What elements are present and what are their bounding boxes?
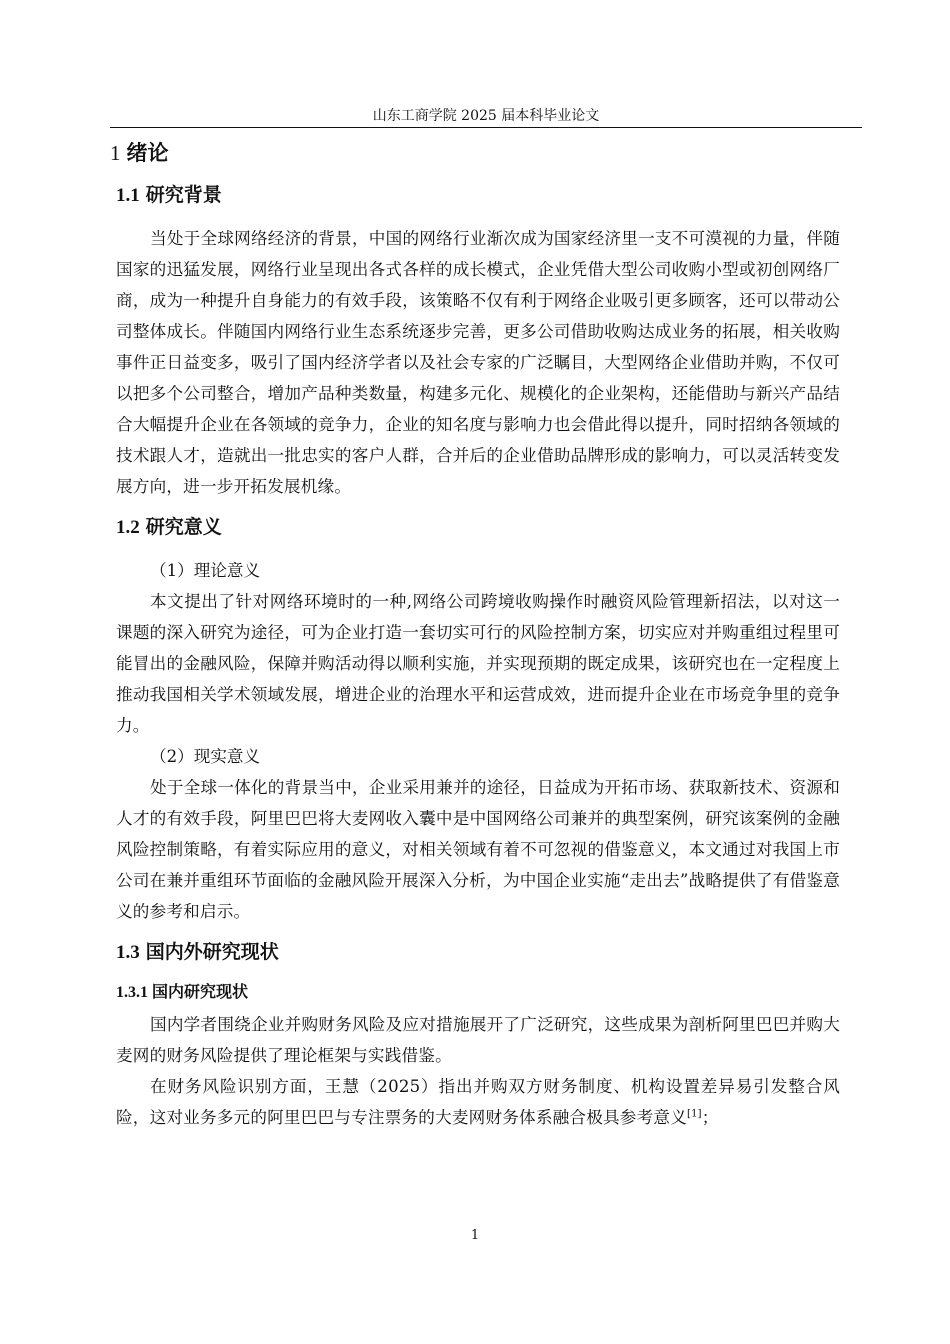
section-heading-significance (116, 514, 840, 541)
practical-significance-paragraph: 处于全球一体化的背景当中，企业采用兼并的途径，日益成为开拓市场、获取新技术、资源和人才的有效手段，阿里巴巴将大麦网收入囊中是中国网络公司兼并的典型案例，研究该案例的金融风险控制策略，有着实际应用的意义，对相关领域有着不可忽视的借鉴意义，本文通过对我国上市公司在兼并重组环节面临的金融风险开展深入分析，为中国企业实施“走出去”战略提供了有借鉴意义的参考和启示。 (116, 778, 840, 921)
section-heading-research-status (116, 939, 840, 966)
subsection-heading-domestic (116, 980, 840, 1005)
practical-significance-label: （2）现实意义 (150, 747, 261, 766)
subsection-number: 1.3.1 (116, 984, 148, 1001)
header-rule (110, 127, 862, 128)
domestic-paragraph-2 (110, 1071, 840, 1133)
section-title: 研究背景 (145, 184, 222, 206)
section-number: 1.3 (116, 942, 140, 963)
section-heading-background (116, 182, 840, 209)
section-title: 研究意义 (145, 516, 222, 538)
theory-significance-paragraph: 本文提出了针对网络环境时的一种,网络公司跨境收购操作时融资风险管理新招法，以对这一课题的深入研究为途径，可为企业打造一套切实可行的风险控制方案，切实应对并购重组过程里可能冒出的金融风险，保障并购活动得以顺利实施，并实现预期的既定成果，该研究也在一定程度上推动我国相关学术领域发展，增进企业的治理水平和运营成效，进而提升企业在市场竞争里的竞争力。 (116, 592, 840, 735)
background-paragraph: 当处于全球网络经济的背景，中国的网络行业渐次成为国家经济里一支不可漠视的力量，伴随国家的迅猛发展，网络行业呈现出各式各样的成长模式，企业凭借大型公司收购小型或初创网络厂商，成为一种提升自身能力的有效手段，该策略不仅有利于网络企业吸引更多顾客，还可以带动公司整体成长。伴随国内网络行业生态系统逐步完善，更多公司借助收购达成业务的拓展，相关收购事件正日益变多，吸引了国内经济学者以及社会专家的广泛瞩目，大型网络企业借助并购，不仅可以把多个公司整合，增加产品种类数量，构建多元化、规模化的企业架构，还能借助与新兴产品结合大幅提升企业在各领域的竞争力，企业的知名度与影响力也会借此得以提升，同时招纳各领域的技术跟人才，造就出一批忠实的客户人群，合并后的企业借助品牌形成的影响力，可以灵活转变发展方向，进一步开拓发展机缘。 (116, 229, 840, 496)
chapter-heading (110, 136, 840, 170)
running-header: 山东工商学院 2025 届本科毕业论文 (372, 108, 600, 124)
page-body (110, 136, 840, 1133)
chapter-number: 1 (110, 141, 121, 165)
domestic-paragraph-2-end: ； (701, 1108, 719, 1127)
citation-marker[interactable]: [1] (687, 1108, 702, 1120)
domestic-paragraph-2-text: 在财务风险识别方面，王慧（2025）指出并购双方财务制度、机构设置差异易引发整合风险，这对业务多元的阿里巴巴与专注票务的大麦网财务体系融合极具参考意义 (116, 1077, 840, 1127)
page-number: 1 (470, 1228, 480, 1243)
theory-significance-label: （1）理论意义 (150, 561, 261, 580)
chapter-title: 绪论 (126, 141, 169, 165)
section-number: 1.2 (116, 517, 140, 538)
section-number: 1.1 (116, 185, 140, 206)
section-title: 国内外研究现状 (145, 941, 279, 963)
domestic-paragraph-1: 国内学者围绕企业并购财务风险及应对措施展开了广泛研究，这些成果为剖析阿里巴巴并购大麦网的财务风险提供了理论框架与实践借鉴。 (116, 1015, 840, 1065)
subsection-title: 国内研究现状 (152, 982, 249, 1001)
